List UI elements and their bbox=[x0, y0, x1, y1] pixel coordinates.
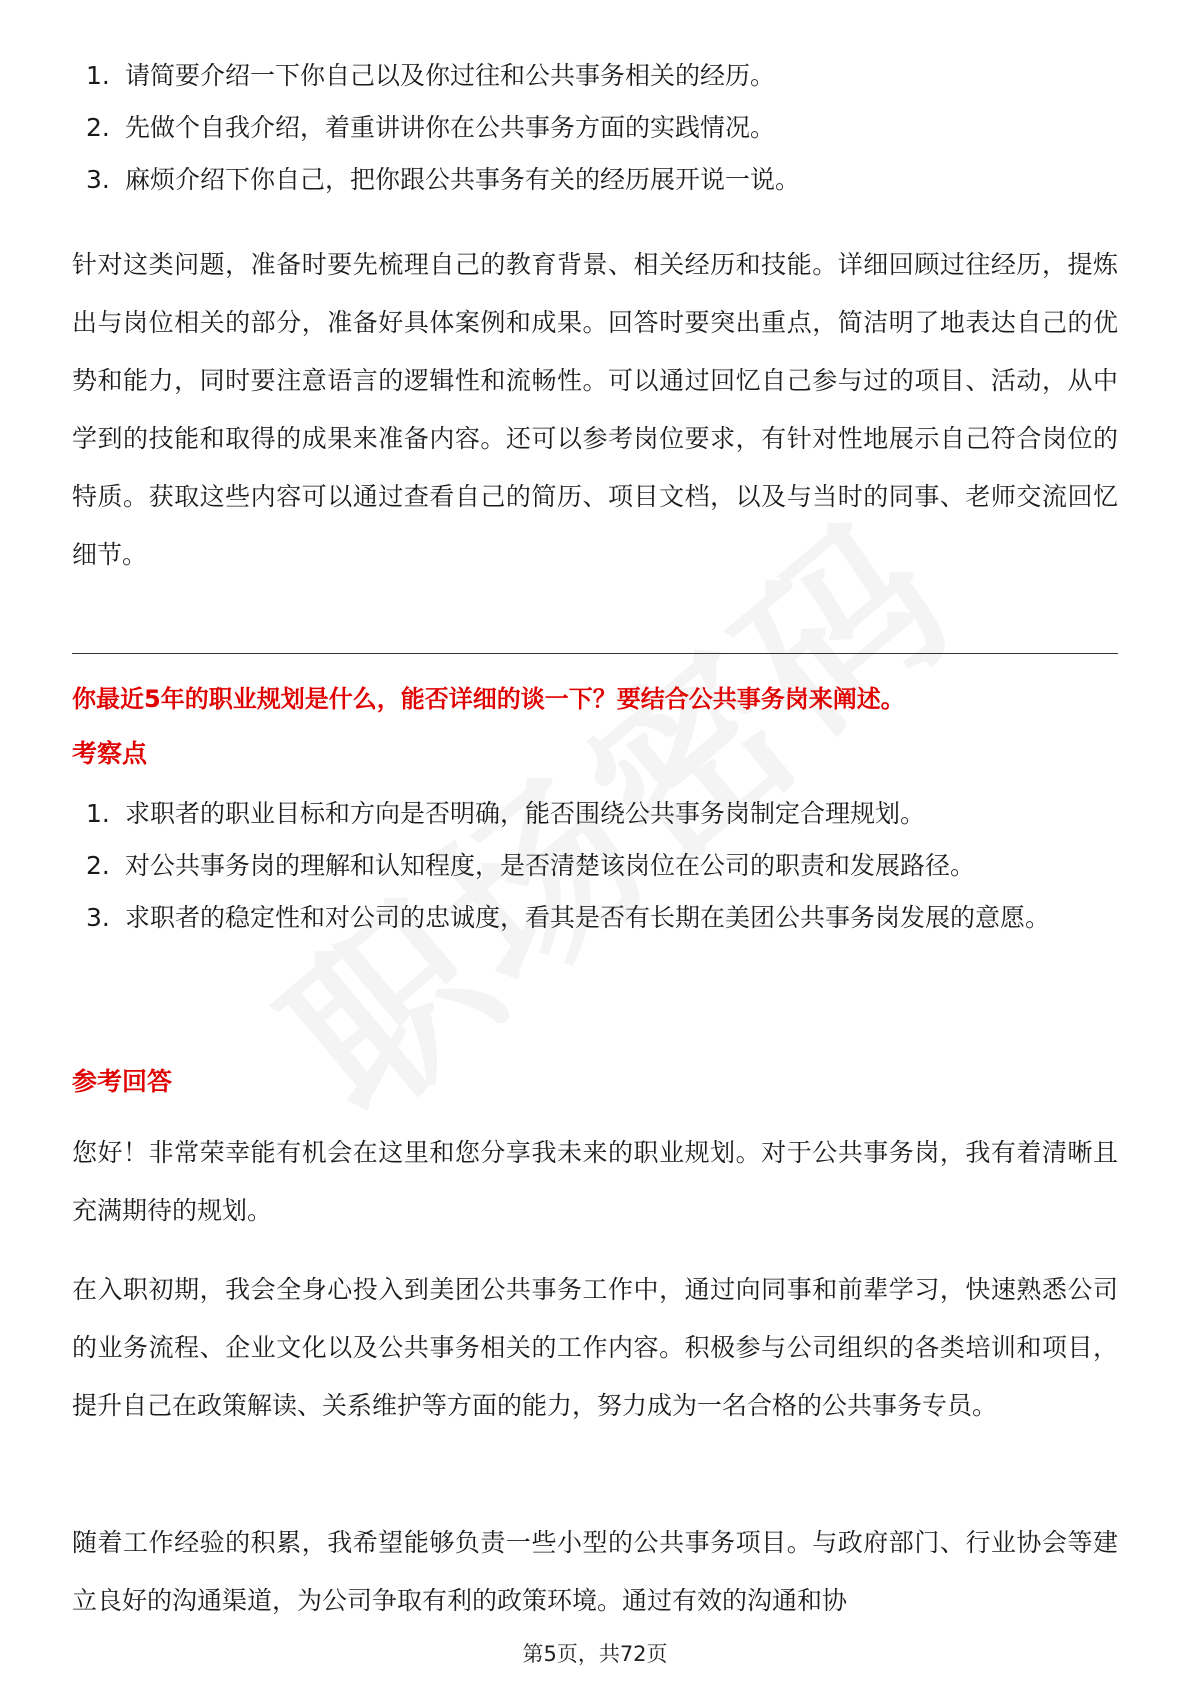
answer-paragraph: 随着工作经验的积累，我希望能够负责一些小型的公共事务项目。与政府部门、行业协会等建立良好的沟通渠道，为公司争取有利的政策环境。通过有效的沟通和协 bbox=[72, 1528, 1118, 1615]
answer-paragraph: 在入职初期，我会全身心投入到美团公共事务工作中，通过向同事和前辈学习，快速熟悉公司的业务流程、企业文化以及公共事务相关的工作内容。积极参与公司组织的各类培训和项目，提升自己在政策解读、关系维护等方面的能力，努力成为一名合格的公共事务专员。 bbox=[72, 1275, 1118, 1420]
question-title: 你最近5年的职业规划是什么，能否详细的谈一下？要结合公共事务岗来阐述。 bbox=[72, 685, 905, 713]
list-item-text: 请简要介绍一下你自己以及你过往和公共事务相关的经历。 bbox=[125, 61, 776, 90]
advice-paragraph: 针对这类问题，准备时要先梳理自己的教育背景、相关经历和技能。详细回顾过往经历，提炼出与岗位相关的部分，准备好具体案例和成果。回答时要突出重点，简洁明了地表达自己的优势和能力，同时要注意语言的逻辑性和流畅性。可以通过回忆自己参与过的项目、活动，从中学到的技能和取得的成果来准备内容。还可以参考岗位要求，有针对性地展示自己符合岗位的特质。获取这些内容可以通过查看自己的简历、项目文档，以及与当时的同事、老师交流回忆细节。 bbox=[72, 250, 1118, 569]
list-item bbox=[72, 788, 1118, 840]
list-item bbox=[72, 50, 1118, 102]
list-item bbox=[72, 840, 1118, 892]
list-item-text: 求职者的职业目标和方向是否明确，能否围绕公共事务岗制定合理规划。 bbox=[125, 799, 926, 828]
list-number: 2. bbox=[86, 851, 110, 880]
list-item-text: 先做个自我介绍，着重讲讲你在公共事务方面的实践情况。 bbox=[125, 113, 776, 142]
list-item bbox=[72, 102, 1118, 154]
list-number: 1. bbox=[86, 799, 110, 828]
list-item bbox=[72, 889, 1118, 947]
intro-question-list bbox=[72, 50, 1118, 206]
section-divider bbox=[72, 653, 1118, 654]
list-number: 3. bbox=[86, 903, 110, 932]
page-number: 第5页，共72页 bbox=[522, 1642, 668, 1666]
list-item bbox=[72, 154, 1118, 206]
list-number: 2. bbox=[86, 113, 110, 142]
list-number: 3. bbox=[86, 165, 110, 194]
focus-list bbox=[72, 788, 1118, 947]
list-item-text: 对公共事务岗的理解和认知程度，是否清楚该岗位在公司的职责和发展路径。 bbox=[125, 851, 976, 880]
answer-heading: 参考回答 bbox=[72, 1067, 173, 1096]
focus-heading: 考察点 bbox=[72, 739, 148, 768]
list-item-text: 麻烦介绍下你自己，把你跟公共事务有关的经历展开说一说。 bbox=[125, 165, 801, 194]
list-item-text: 求职者的稳定性和对公司的忠诚度，看其是否有长期在美团公共事务岗发展的意愿。 bbox=[125, 903, 1051, 932]
answer-paragraph: 您好！非常荣幸能有机会在这里和您分享我未来的职业规划。对于公共事务岗，我有着清晰且充满期待的规划。 bbox=[72, 1138, 1118, 1225]
list-number: 1. bbox=[86, 61, 110, 90]
